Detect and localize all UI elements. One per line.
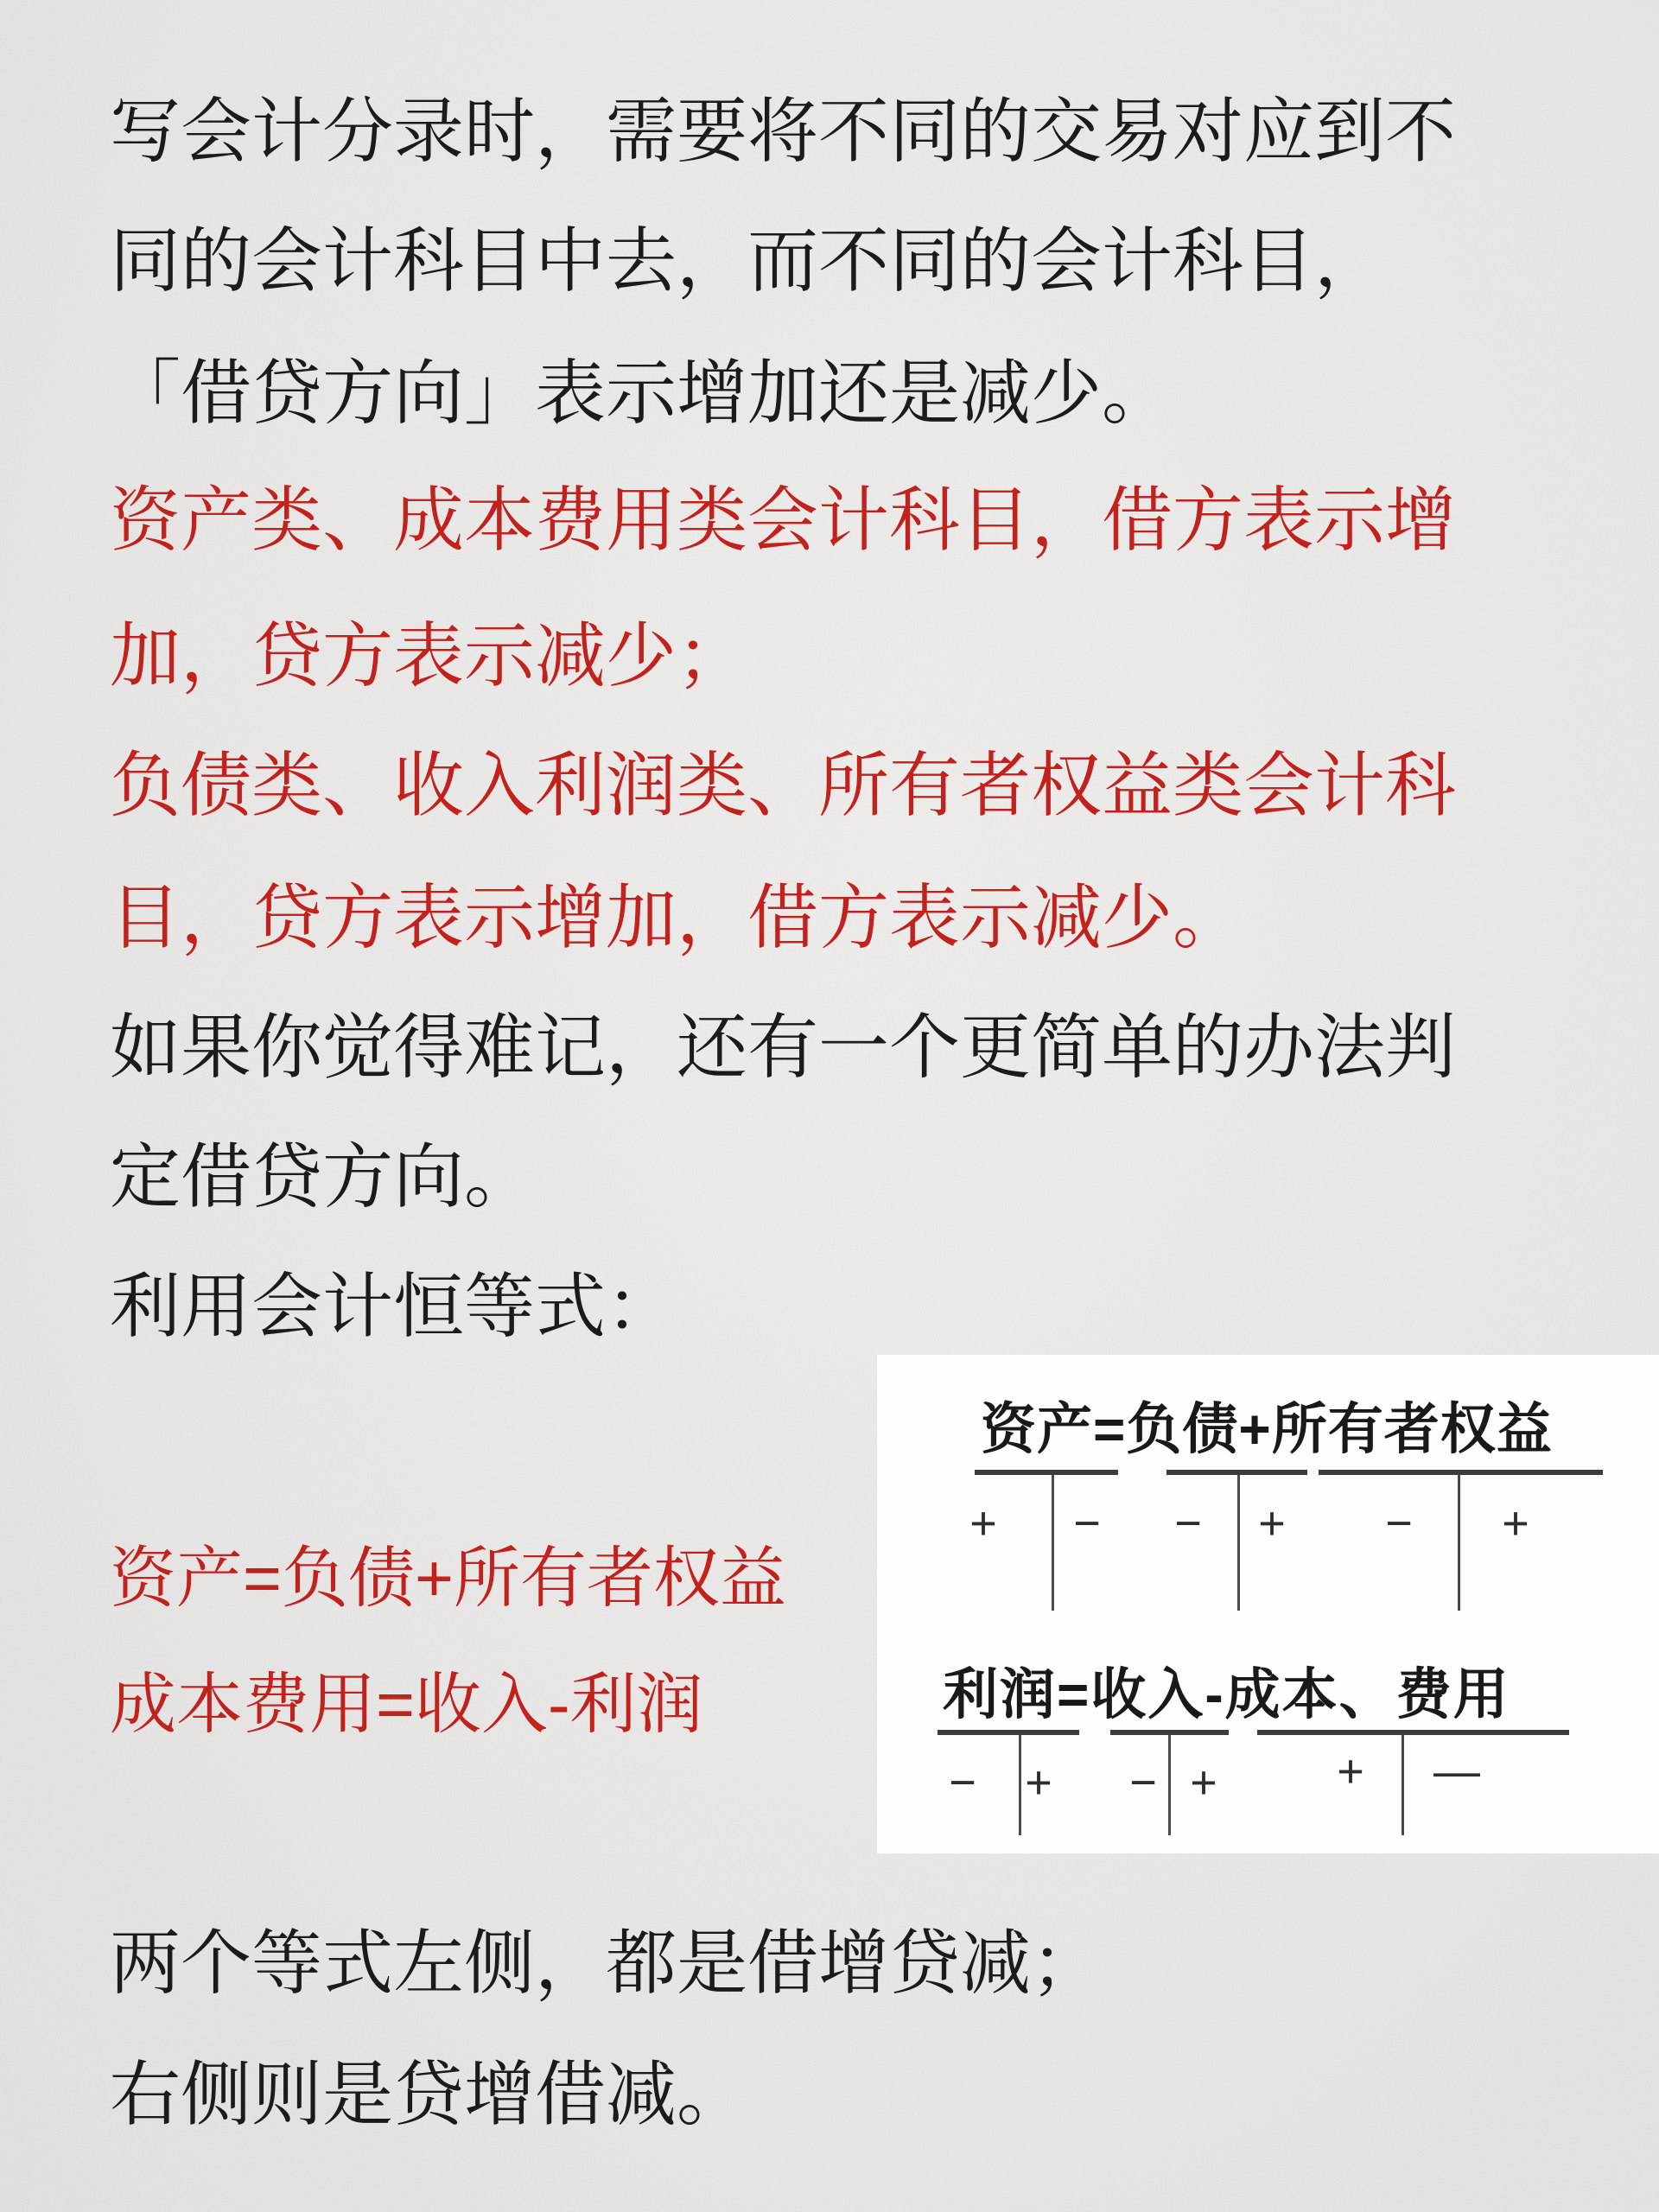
text-line: 写会计分录时，需要将不同的交易对应到不 [110, 92, 1457, 171]
equation1-sign: − [1174, 1497, 1202, 1549]
text-line-red: 负债类、收入利润类、所有者权益类会计科 [110, 747, 1457, 825]
equation1-sign: − [1073, 1497, 1101, 1549]
equation2-underline [938, 1730, 1079, 1735]
text-line-red: 资产类、成本费用类会计科目，借方表示增 [110, 481, 1457, 560]
equation2-sign: + [1025, 1757, 1052, 1808]
equation2-underline [1257, 1730, 1569, 1735]
text-line: 定借贷方向。 [110, 1138, 536, 1217]
text-line: 利用会计恒等式： [110, 1268, 677, 1346]
equation2-sign: + [1337, 1745, 1364, 1797]
text-line-red: 加，贷方表示减少； [110, 617, 748, 696]
text-line: 同的会计科目中去，而不同的会计科目， [110, 222, 1386, 301]
equation1-sign: + [1502, 1497, 1529, 1549]
equation1-title: 资产=负债+所有者权益 [981, 1398, 1553, 1460]
equation2-sign: − [949, 1757, 976, 1808]
equation-line-costs: 成本费用=收入-利润 [110, 1668, 703, 1742]
equation2-sign: − [1129, 1757, 1157, 1808]
equation2-sign: + [1190, 1757, 1217, 1808]
text-line-red: 目，贷方表示增加，借方表示减少。 [110, 879, 1244, 957]
equation1-underline [975, 1470, 1118, 1475]
equation2-t-account-stem [1019, 1735, 1021, 1835]
equation2-t-account-stem [1402, 1735, 1404, 1835]
text-line: 如果你觉得难记，还有一个更简单的办法判 [110, 1008, 1457, 1087]
text-line: 右侧则是贷增借减。 [110, 2056, 748, 2134]
equation1-sign: + [1258, 1497, 1286, 1549]
text-line: 「借贷方向」表示增加还是减少。 [110, 354, 1173, 433]
equation1-t-account-stem [1458, 1475, 1460, 1611]
equation1-sign: + [969, 1497, 997, 1549]
equation2-title: 利润=收入-成本、费用 [943, 1663, 1510, 1726]
text-line: 两个等式左侧，都是借增贷减； [110, 1924, 1103, 2003]
equation1-sign: − [1385, 1497, 1413, 1549]
equation1-t-account-stem [1237, 1475, 1240, 1611]
equation1-underline [1319, 1470, 1603, 1475]
equation1-t-account-stem [1052, 1475, 1054, 1611]
equation-line-assets: 资产=负债+所有者权益 [110, 1541, 786, 1616]
equation2-t-account-stem [1168, 1735, 1171, 1835]
equation2-sign: — [1433, 1745, 1480, 1797]
accounting-equations-diagram [877, 1355, 1659, 1853]
